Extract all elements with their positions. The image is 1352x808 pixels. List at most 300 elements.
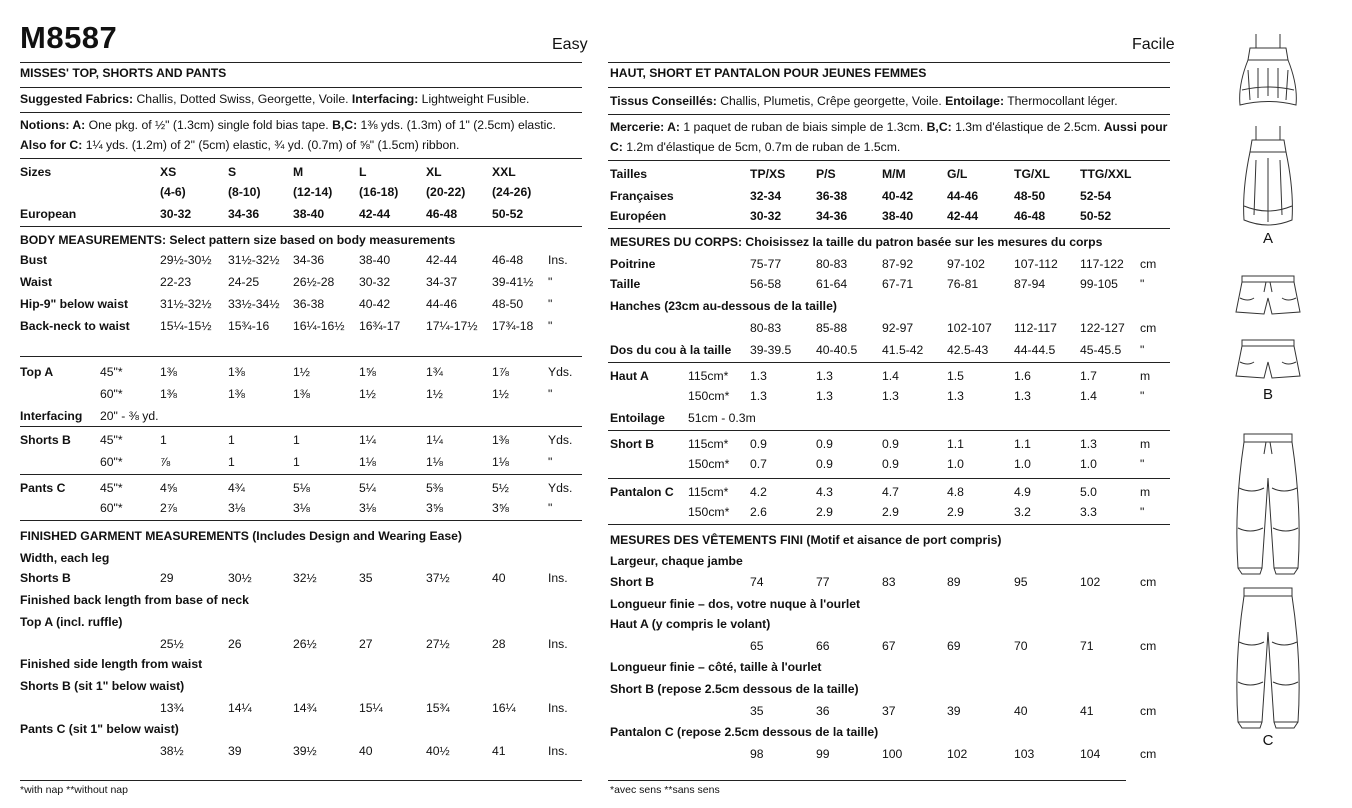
table-cell: 42-44 (426, 253, 458, 267)
size-code: M/M (882, 167, 906, 181)
fabric-width: 60"* (100, 455, 123, 469)
unit: " (548, 297, 553, 311)
table-cell: 5⅜ (426, 481, 443, 495)
fabric-width: 45"* (100, 433, 123, 447)
also-c-label: C: (610, 140, 623, 154)
notions-a: One pkg. of ½" (1.3cm) single fold bias tape. (88, 118, 329, 132)
table-cell: 34-37 (426, 275, 458, 289)
unit: " (548, 501, 553, 515)
garment-label: Haut A (y compris le volant) (610, 617, 771, 631)
table-cell: 25½ (160, 637, 184, 651)
divider (20, 520, 582, 521)
section-heading-en: MISSES' TOP, SHORTS AND PANTS (20, 66, 227, 80)
divider (20, 158, 582, 159)
divider (20, 62, 582, 63)
unit: Ins. (548, 253, 568, 267)
size-fr: 40-42 (882, 189, 914, 203)
interfacing-text: Lightweight Fusible. (421, 92, 530, 106)
garment-label: Pants C (sit 1" below waist) (20, 722, 179, 736)
table-cell: 24-25 (228, 275, 260, 289)
table-cell: 31½-32½ (160, 297, 212, 311)
table-cell: 35 (750, 704, 764, 718)
notions-line-fr (610, 120, 1167, 134)
unit: " (548, 275, 553, 289)
table-cell: 39½ (293, 744, 317, 758)
view-a-label: A (1262, 230, 1273, 247)
table-cell: 41 (492, 744, 506, 758)
size-code: TG/XL (1014, 167, 1050, 181)
fabric-width: 150cm* (688, 457, 730, 471)
unit: Yds. (548, 481, 573, 495)
size-code: L (359, 165, 367, 179)
european-label: European (20, 207, 77, 221)
size-code: TTG/XXL (1080, 167, 1132, 181)
table-cell: 15¾ (426, 701, 450, 715)
footnote-fr: *avec sens **sans sens (610, 784, 720, 796)
table-cell: 3.3 (1080, 505, 1097, 519)
table-cell: 4.8 (947, 485, 964, 499)
table-cell: 37 (882, 704, 896, 718)
notions-bc-label: B,C: (332, 118, 358, 132)
table-cell: 1⅜ (228, 365, 245, 379)
table-cell: 67-71 (882, 277, 914, 291)
footnote-en: *with nap **without nap (20, 784, 128, 796)
interfacing-label: Interfacing: (351, 92, 419, 106)
unit: Ins. (548, 571, 568, 585)
section-heading-fr: HAUT, SHORT ET PANTALON POUR JEUNES FEMMES (610, 66, 927, 80)
table-cell: 1.3 (816, 389, 833, 403)
divider (608, 114, 1170, 115)
table-cell: 2⅞ (160, 501, 177, 515)
table-cell: 40 (492, 571, 506, 585)
unit: cm (1140, 747, 1157, 761)
table-cell: 36-38 (293, 297, 325, 311)
table-cell: 5⅛ (293, 481, 310, 495)
table-cell: 1.7 (1080, 369, 1097, 383)
table-cell: 28 (492, 637, 506, 651)
table-cell: 40½ (426, 744, 450, 758)
fabrics-label: Suggested Fabrics: (20, 92, 134, 106)
table-cell: 1.5 (947, 369, 964, 383)
size-fr: 52-54 (1080, 189, 1112, 203)
table-cell: 22-23 (160, 275, 192, 289)
unit: " (1140, 343, 1145, 357)
table-cell: 0.9 (882, 457, 899, 471)
francaises-label: Françaises (610, 189, 674, 203)
table-cell: 1⅜ (228, 387, 245, 401)
size-eu: 50-52 (492, 207, 524, 221)
table-cell: 37½ (426, 571, 450, 585)
divider (608, 780, 1126, 781)
table-cell: 1¼ (426, 433, 443, 447)
table-cell: 103 (1014, 747, 1035, 761)
table-cell: 4.3 (816, 485, 833, 499)
table-cell: 33½-34½ (228, 297, 280, 311)
table-cell: 30-32 (359, 275, 391, 289)
table-cell: 35 (359, 571, 373, 585)
divider (608, 478, 1170, 479)
table-cell: 122-127 (1080, 321, 1125, 335)
table-cell: 15¾-16 (228, 319, 270, 333)
interfacing-row-label: Interfacing (20, 409, 83, 423)
table-cell: 1¾ (426, 365, 443, 379)
table-cell: 1.3 (947, 389, 964, 403)
divider (608, 228, 1170, 229)
interfacing-label: Entoilage: (945, 94, 1005, 108)
notions-a: 1 paquet de ruban de biais simple de 1.3cm. (683, 120, 924, 134)
table-cell: 3.2 (1014, 505, 1031, 519)
table-cell: 1 (160, 433, 167, 447)
table-cell: 46-48 (492, 253, 524, 267)
table-cell: 65 (750, 639, 764, 653)
table-cell: 39-41½ (492, 275, 534, 289)
unit: " (548, 319, 553, 333)
size-eu: 50-52 (1080, 209, 1112, 223)
table-cell: 13¾ (160, 701, 184, 715)
interfacing-text: Thermocollant léger. (1007, 94, 1118, 108)
fabric-width: 45"* (100, 365, 123, 379)
table-cell: 39-39.5 (750, 343, 792, 357)
table-cell: 69 (947, 639, 961, 653)
size-eu: 38-40 (882, 209, 914, 223)
unit: m (1140, 485, 1151, 499)
table-cell: 3⅛ (228, 501, 245, 515)
table-cell: 15¼ (359, 701, 383, 715)
table-cell: 40 (359, 744, 373, 758)
table-cell: 29½-30½ (160, 253, 212, 267)
table-cell: 42.5-43 (947, 343, 989, 357)
table-cell: 41.5-42 (882, 343, 924, 357)
size-code: P/S (816, 167, 836, 181)
divider (20, 112, 582, 113)
table-cell: 31½-32½ (228, 253, 280, 267)
table-cell: ⅞ (160, 455, 171, 469)
table-cell: 95 (1014, 575, 1028, 589)
table-cell: 112-117 (1014, 321, 1057, 335)
body-row-label: Hip-9" below waist (20, 297, 129, 311)
divider (608, 160, 1170, 161)
garment-label: Top A (incl. ruffle) (20, 615, 123, 629)
table-cell: 4.7 (882, 485, 899, 499)
garment-label: Shorts B (20, 571, 71, 585)
size-range: (8-10) (228, 185, 261, 199)
table-cell: 32½ (293, 571, 317, 585)
also-c-text: 1.2m d'élastique de 5cm, 0.7m de ruban de 1.5cm. (626, 140, 901, 154)
table-cell: 1⅜ (293, 387, 310, 401)
divider (20, 226, 582, 227)
unit: " (1140, 277, 1145, 291)
table-cell: 27 (359, 637, 373, 651)
sizes-label: Tailles (610, 167, 648, 181)
table-cell: 34-36 (293, 253, 325, 267)
table-cell: 92-97 (882, 321, 914, 335)
table-cell: 1.4 (1080, 389, 1097, 403)
table-cell: 100 (882, 747, 903, 761)
body-row-label: Dos du cou à la taille (610, 343, 732, 357)
table-cell: 44-46 (426, 297, 458, 311)
table-cell: 1⅜ (160, 365, 177, 379)
fabric-width: 115cm* (688, 369, 729, 383)
table-cell: 1½ (426, 387, 443, 401)
table-cell: 1⅛ (492, 455, 509, 469)
notions-bc: 1⅜ yds. (1.3m) of 1" (2.5cm) elastic. (360, 118, 556, 132)
table-cell: 3⅛ (293, 501, 310, 515)
table-cell: 16¼ (492, 701, 516, 715)
table-cell: 1.3 (750, 369, 767, 383)
table-cell: 1.3 (882, 389, 899, 403)
fabric-width: 115cm* (688, 437, 729, 451)
table-cell: 66 (816, 639, 830, 653)
size-code: XS (160, 165, 177, 179)
table-cell: 98 (750, 747, 764, 761)
notions-label: Mercerie: A: (610, 120, 680, 134)
unit: Ins. (548, 637, 568, 651)
table-cell: 1⅜ (160, 387, 177, 401)
difficulty-level-fr: Facile (1132, 36, 1175, 53)
table-cell: 40-40.5 (816, 343, 858, 357)
garment-label: Short B (610, 575, 655, 589)
table-cell: 39 (228, 744, 242, 758)
table-cell: 26 (228, 637, 242, 651)
table-cell: 15¼-15½ (160, 319, 212, 333)
table-cell: 117-122 (1080, 257, 1124, 271)
table-cell: 3⅝ (426, 501, 443, 515)
table-cell: 4¾ (228, 481, 245, 495)
unit: " (1140, 389, 1145, 403)
top-a-illustration (1228, 30, 1308, 240)
size-code: XXL (492, 165, 516, 179)
also-label: Aussi pour (1103, 120, 1168, 134)
garment-label: Pants C (20, 481, 66, 495)
fabric-width: 45"* (100, 481, 123, 495)
table-cell: 1.4 (882, 369, 899, 383)
table-cell: 107-112 (1014, 257, 1058, 271)
unit: Yds. (548, 365, 573, 379)
table-cell: 0.9 (882, 437, 899, 451)
divider (20, 426, 582, 427)
divider (20, 87, 582, 88)
table-cell: 83 (882, 575, 896, 589)
divider (608, 87, 1170, 88)
body-heading: BODY MEASUREMENTS: Select pattern size based on body measurements (20, 233, 456, 247)
garment-label: Top A (20, 365, 54, 379)
size-eu: 42-44 (359, 207, 391, 221)
table-cell: 1½ (359, 387, 376, 401)
body-heading: MESURES DU CORPS: Choisissez la taille du patron basée sur les mesures du corps (610, 235, 1103, 249)
table-cell: 104 (1080, 747, 1101, 761)
table-cell: 30½ (228, 571, 252, 585)
size-fr: 36-38 (816, 189, 848, 203)
table-cell: 45-45.5 (1080, 343, 1122, 357)
table-cell: 80-83 (816, 257, 848, 271)
table-cell: 5.0 (1080, 485, 1097, 499)
body-row-label: Poitrine (610, 257, 656, 271)
unit: m (1140, 369, 1151, 383)
table-cell: 41 (1080, 704, 1094, 718)
notions-line-en (20, 118, 556, 132)
garment-label: Shorts B (sit 1" below waist) (20, 679, 185, 693)
subheading: Longueur finie – côté, taille à l'ourlet (610, 660, 822, 674)
unit: cm (1140, 704, 1157, 718)
table-cell: 2.9 (816, 505, 833, 519)
table-cell: 1.3 (750, 389, 767, 403)
unit: " (548, 455, 553, 469)
size-code: G/L (947, 167, 968, 181)
garment-label: Pantalon C (610, 485, 674, 499)
table-cell: 14¼ (228, 701, 252, 715)
shorts-b-illustration (1228, 268, 1308, 386)
pants-c-illustration (1228, 428, 1308, 738)
fabric-width: 150cm* (688, 389, 730, 403)
table-cell: 39 (947, 704, 961, 718)
difficulty-level-en: Easy (552, 36, 588, 53)
table-cell: 67 (882, 639, 896, 653)
table-cell: 1⅝ (359, 365, 376, 379)
sizes-label: Sizes (20, 165, 52, 179)
notions-bc-label: B,C: (926, 120, 952, 134)
table-cell: 29 (160, 571, 174, 585)
table-cell: 1½ (293, 365, 310, 379)
subheading: Finished side length from waist (20, 657, 203, 671)
table-cell: 87-94 (1014, 277, 1046, 291)
fabric-width: 115cm* (688, 485, 729, 499)
table-cell: 97-102 (947, 257, 985, 271)
table-cell: 4.9 (1014, 485, 1031, 499)
table-cell: 1.0 (947, 457, 964, 471)
table-cell: 2.9 (882, 505, 899, 519)
table-cell: 0.7 (750, 457, 767, 471)
body-row-label: Back-neck to waist (20, 319, 130, 333)
size-code: M (293, 165, 304, 179)
size-eu: 34-36 (228, 207, 260, 221)
table-cell: 1 (293, 433, 300, 447)
table-cell: 77 (816, 575, 830, 589)
table-cell: 1.1 (1014, 437, 1031, 451)
table-cell: 1 (228, 455, 235, 469)
size-eu: 42-44 (947, 209, 979, 223)
divider (608, 524, 1170, 525)
table-cell: 76-81 (947, 277, 979, 291)
table-cell: 48-50 (492, 297, 524, 311)
size-eu: 30-32 (750, 209, 782, 223)
finished-heading: FINISHED GARMENT MEASUREMENTS (Includes Design and Wearing Ease) (20, 529, 462, 543)
table-cell: 99-105 (1080, 277, 1118, 291)
table-cell: 1½ (492, 387, 509, 401)
garment-label: Haut A (610, 369, 649, 383)
garment-label: Pantalon C (repose 2.5cm dessous de la taille) (610, 725, 879, 739)
unit: cm (1140, 321, 1157, 335)
table-cell: 61-64 (816, 277, 848, 291)
table-cell: 27½ (426, 637, 450, 651)
table-cell: 1.6 (1014, 369, 1031, 383)
table-cell: 40-42 (359, 297, 391, 311)
subheading: Width, each leg (20, 551, 110, 565)
size-code: S (228, 165, 237, 179)
table-cell: 0.9 (750, 437, 767, 451)
size-range: (4-6) (160, 185, 186, 199)
fabrics-text: Challis, Plumetis, Crêpe georgette, Voile. (720, 94, 942, 108)
size-eu: 46-48 (1014, 209, 1046, 223)
fabric-width: 150cm* (688, 505, 730, 519)
table-cell: 1.0 (1014, 457, 1031, 471)
body-row-label: Bust (20, 253, 48, 267)
table-cell: 75-77 (750, 257, 782, 271)
table-cell: 40 (1014, 704, 1028, 718)
view-b-label: B (1262, 386, 1273, 403)
table-cell: 1.3 (816, 369, 833, 383)
table-cell: 4⅝ (160, 481, 177, 495)
table-cell: 102 (947, 747, 968, 761)
table-cell: 74 (750, 575, 764, 589)
subheading: Largeur, chaque jambe (610, 554, 743, 568)
unit: Ins. (548, 701, 568, 715)
size-fr: 32-34 (750, 189, 782, 203)
unit: Yds. (548, 433, 573, 447)
size-eu: 30-32 (160, 207, 192, 221)
size-range: (20-22) (426, 185, 466, 199)
table-cell: 17¾-18 (492, 319, 534, 333)
interfacing-row-value: 20" - ⅜ yd. (100, 409, 159, 423)
table-cell: 102 (1080, 575, 1101, 589)
table-cell: 89 (947, 575, 961, 589)
table-cell: 1 (293, 455, 300, 469)
divider (20, 356, 582, 357)
table-cell: 1.0 (1080, 457, 1097, 471)
table-cell: 2.6 (750, 505, 767, 519)
notions-bc: 1.3m d'élastique de 2.5cm. (955, 120, 1101, 134)
table-cell: 26½ (293, 637, 317, 651)
table-cell: 3⅛ (359, 501, 376, 515)
unit: m (1140, 437, 1151, 451)
table-cell: 38½ (160, 744, 184, 758)
garment-label: Short B (repose 2.5cm dessous de la taille) (610, 682, 859, 696)
fabrics-text: Challis, Dotted Swiss, Georgette, Voile. (136, 92, 349, 106)
unit: " (1140, 457, 1145, 471)
fabric-width: 60"* (100, 501, 123, 515)
table-cell: 1⅛ (359, 455, 376, 469)
table-cell: 56-58 (750, 277, 782, 291)
unit: " (1140, 505, 1145, 519)
entoilage-value: 51cm - 0.3m (688, 411, 756, 425)
divider (608, 62, 1170, 63)
size-range: (16-18) (359, 185, 399, 199)
table-cell: 1.3 (1080, 437, 1097, 451)
size-eu: 46-48 (426, 207, 458, 221)
subheading: Longueur finie – dos, votre nuque à l'ourlet (610, 597, 861, 611)
view-c-label: C (1262, 732, 1274, 749)
size-eu: 38-40 (293, 207, 325, 221)
garment-label: Short B (610, 437, 655, 451)
table-cell: 1¼ (359, 433, 376, 447)
table-cell: 3⅝ (492, 501, 509, 515)
divider (608, 430, 1170, 431)
size-code: XL (426, 165, 442, 179)
divider (608, 362, 1170, 363)
table-cell: 1⅛ (426, 455, 443, 469)
also-for-c-line-en (20, 138, 459, 152)
table-cell: 1⅞ (492, 365, 509, 379)
table-cell: 102-107 (947, 321, 992, 335)
view-c-sketch (1228, 428, 1308, 758)
fabrics-line-fr (610, 94, 1118, 108)
table-cell: 0.9 (816, 437, 833, 451)
table-cell: 99 (816, 747, 830, 761)
subheading: Finished back length from base of neck (20, 593, 249, 607)
size-range: (12-14) (293, 185, 333, 199)
size-fr: 48-50 (1014, 189, 1046, 203)
pattern-number: M8587 (20, 20, 118, 55)
table-cell: 5½ (492, 481, 509, 495)
